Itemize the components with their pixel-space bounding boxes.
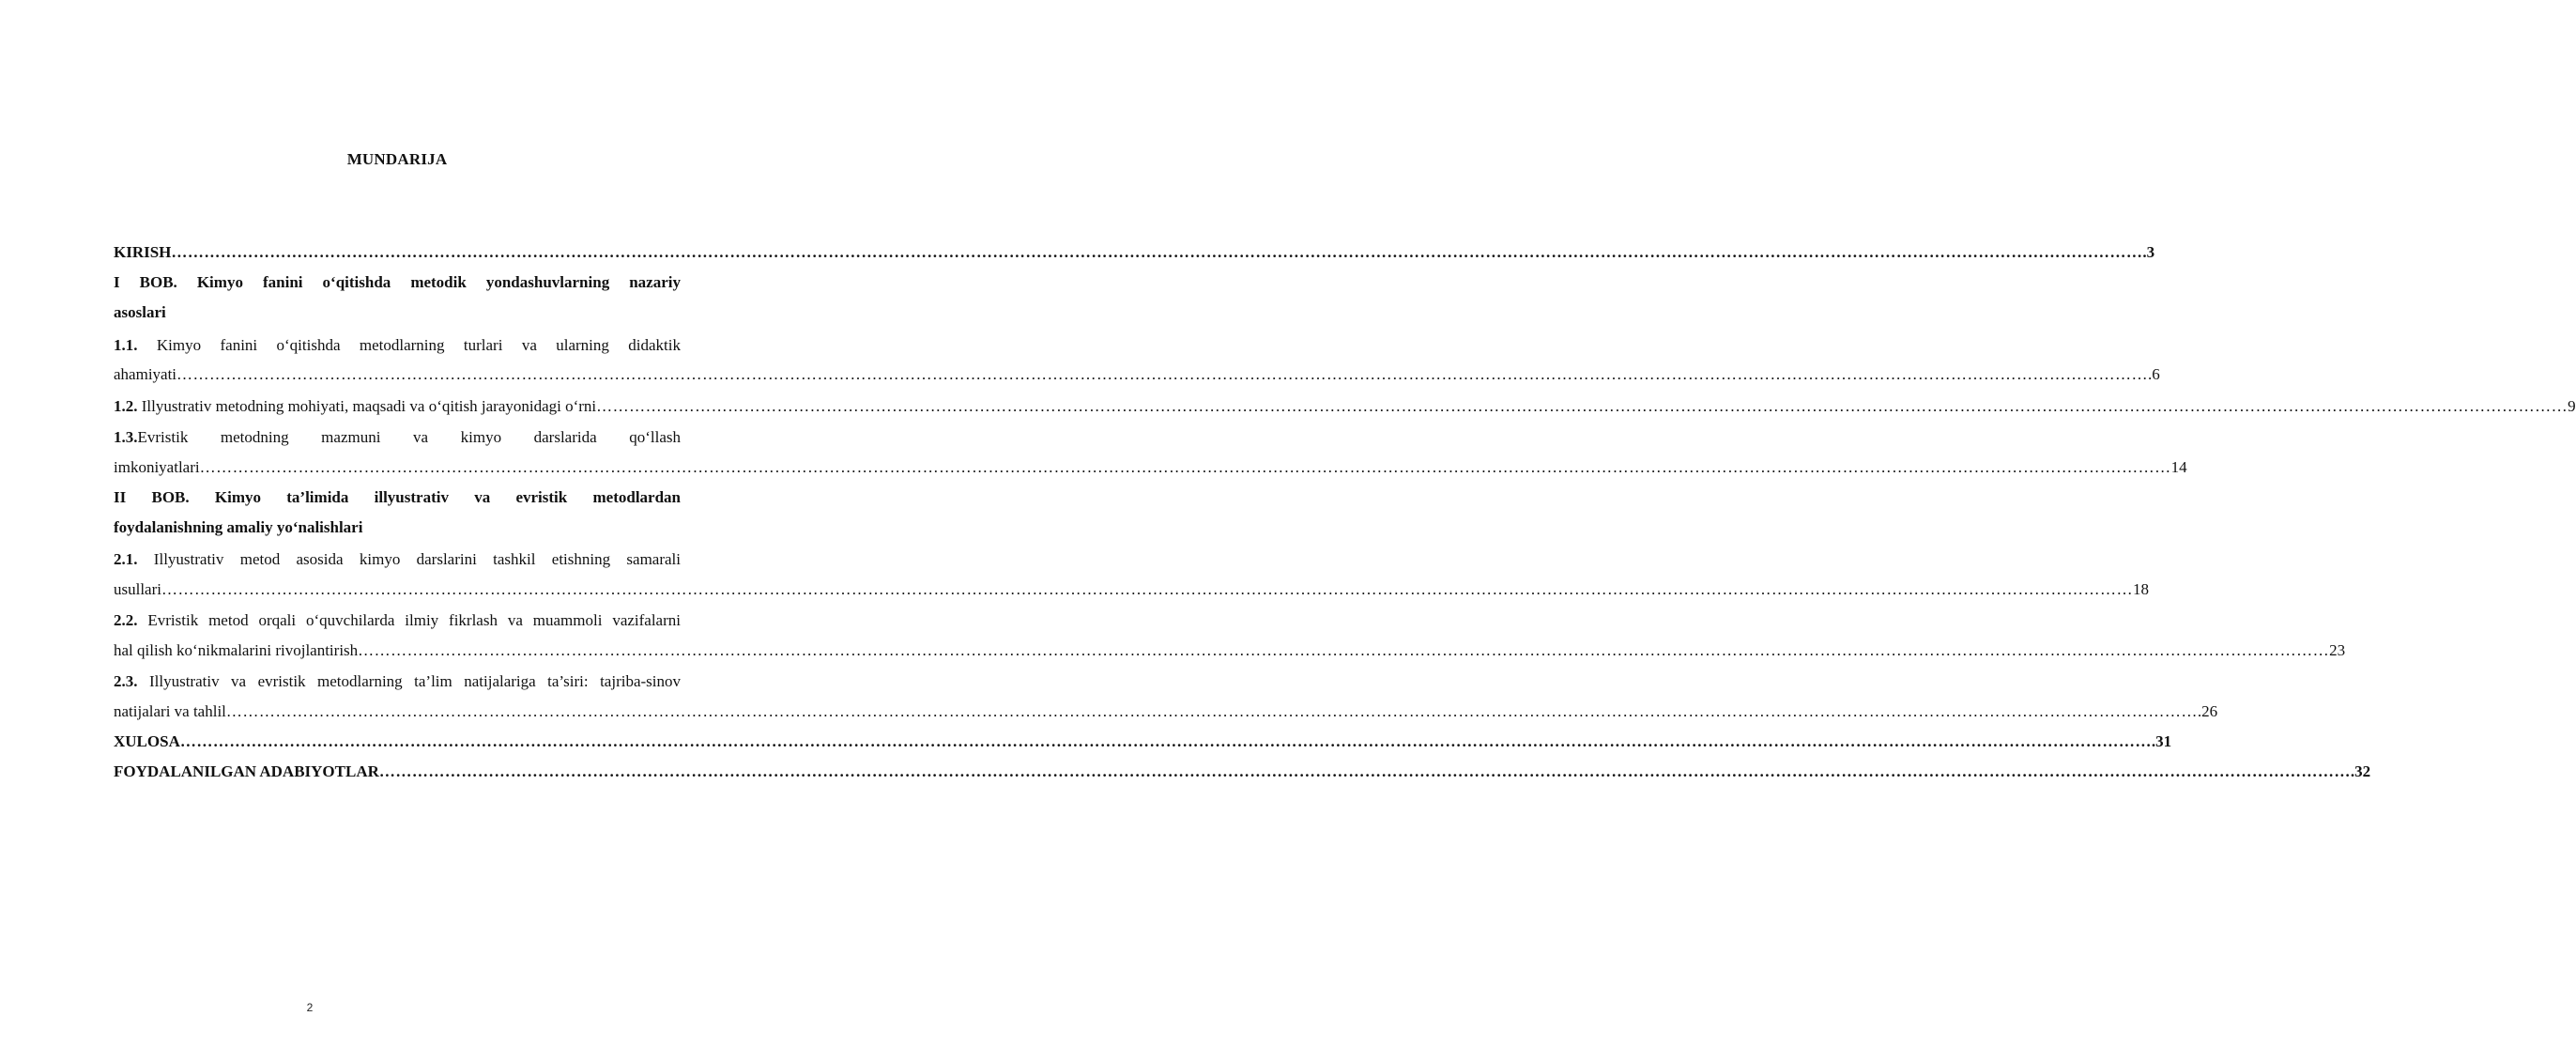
toc-entry-text: FOYDALANILGAN ADABIYOTLAR — [114, 762, 379, 780]
section-text: Kimyo fanini o‘qitishda metodlarning turlari va ularning didaktik — [137, 336, 681, 354]
toc-page-number: 23 — [2329, 641, 2346, 659]
toc-section-2-1-line2[interactable] — [114, 578, 2149, 601]
section-text: Evristik metodning mazmuni va kimyo darslarida qo‘llash — [137, 428, 681, 446]
toc-page-number: .3 — [2142, 243, 2155, 261]
toc-entry-kirish[interactable] — [114, 241, 2155, 264]
toc-page-number: 9 — [2568, 397, 2576, 415]
dot-leader: ……………………………………………………………………………………………………………………………………………………………………………………………………………………………………………………………………………………………………………………………… — [225, 702, 2198, 720]
section-text: Evristik metod orqali o‘quvchilarda ilmiy fikrlash va muammoli vazifalarni — [137, 611, 681, 629]
toc-entry-text: imkoniyatlari — [114, 458, 200, 476]
toc-section-2-1-line1[interactable] — [114, 548, 681, 571]
toc-section-1-1-line1[interactable] — [114, 334, 681, 357]
dot-leader: ……………………………………………………………………………………………………………………………………………………………………………………………………………………………………………………………………………………………………………………………… — [176, 365, 2149, 383]
page-number: 2 — [306, 1001, 314, 1014]
toc-entry-xulosa[interactable] — [114, 731, 2172, 753]
section-number: 1.3. — [114, 428, 138, 446]
section-text: Illyustrativ va evristik metodlarning ta’lim natijalariga ta’siri: tajriba-sinov — [137, 672, 681, 690]
toc-section-2-3-line2[interactable] — [114, 700, 2218, 723]
section-number: 2.3. — [114, 672, 138, 690]
toc-entry-text: natijalari va tahlil — [114, 702, 226, 720]
dot-leader: ……………………………………………………………………………………………………………………………………………………………………………………………………………………………………………………………………………………………………………………………… — [171, 243, 2143, 261]
toc-page-number: .6 — [2148, 365, 2160, 383]
dot-leader: ……………………………………………………………………………………………………………………………………………………………………………………………………………………………………………………………………………………………………………………………… — [199, 458, 2171, 476]
toc-title: MUNDARIJA — [346, 150, 448, 168]
toc-entry-text: hal qilish ko‘nikmalarini rivojlantirish — [114, 641, 359, 659]
section-number: 2.2. — [114, 611, 138, 629]
toc-page-number: .26 — [2197, 702, 2218, 720]
toc-section-2-2-line1[interactable] — [114, 609, 681, 632]
toc-chapter-2-line1[interactable]: II BOB. Kimyo ta’limida illyustrativ va evristik metodlardan — [114, 488, 681, 506]
dot-leader: ……………………………………………………………………………………………………………………………………………………………………………………………………………………………………………………………………………………………………………………………… — [161, 580, 2133, 598]
section-number: 1.2. — [114, 397, 138, 415]
toc-chapter-2-line2[interactable]: foydalanishning amaliy yo‘nalishlari — [114, 518, 363, 536]
toc-page-number: .32 — [2350, 762, 2371, 780]
toc-section-2-3-line1[interactable] — [114, 670, 681, 693]
dot-leader: ……………………………………………………………………………………………………………………………………………………………………………………………………………………………………………………………………………………………………………………………… — [596, 397, 2568, 415]
dot-leader: ……………………………………………………………………………………………………………………………………………………………………………………………………………………………………………………………………………………………………………………………… — [358, 641, 2330, 659]
section-text: Illyustrativ metodning mohiyati, maqsadi va o‘qitish jarayonidagi o‘rni — [137, 397, 597, 415]
dot-leader: ……………………………………………………………………………………………………………………………………………………………………………………………………………………………………………………………………………………………………………………………… — [179, 732, 2152, 750]
section-number: 1.1. — [114, 336, 138, 354]
toc-entry-text: ahamiyati — [114, 365, 177, 383]
section-text: Illyustrativ metod asosida kimyo darslarini tashkil etishning samarali — [137, 550, 681, 568]
section-number: 2.1. — [114, 550, 138, 568]
dot-leader: ……………………………………………………………………………………………………………………………………………………………………………………………………………………………………………………………………………………………………………………………… — [378, 762, 2351, 780]
toc-section-2-2-line2[interactable] — [114, 639, 2346, 662]
toc-chapter-1-line1[interactable]: I BOB. Kimyo fanini o‘qitishda metodik yondashuvlarning nazariy — [114, 273, 681, 291]
toc-entry-adabiyotlar[interactable] — [114, 761, 2371, 783]
toc-page-number: .31 — [2151, 732, 2172, 750]
toc-entry-text: KIRISH — [114, 243, 172, 261]
toc-entry-text — [114, 395, 596, 418]
toc-entry-text: usullari — [114, 580, 161, 598]
toc-section-1-3-line2[interactable] — [114, 456, 2187, 479]
toc-section-1-3-line1[interactable] — [114, 426, 681, 449]
toc-entry-text: XULOSA — [114, 732, 180, 750]
toc-chapter-1-line2[interactable]: asoslari — [114, 303, 166, 321]
toc-section-1-1-line2[interactable] — [114, 363, 2160, 386]
toc-page-number: 18 — [2133, 580, 2149, 598]
toc-section-1-2[interactable] — [114, 395, 2576, 418]
toc-page-number: 14 — [2170, 458, 2187, 476]
